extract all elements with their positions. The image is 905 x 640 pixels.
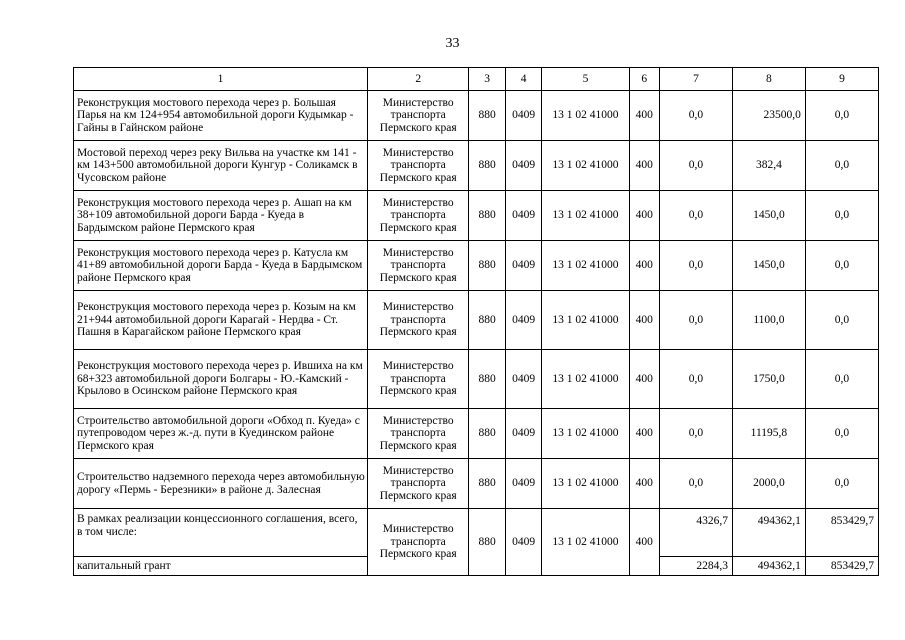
concession-amount-col7: 4326,7 xyxy=(659,509,732,557)
concession-col5: 13 1 02 41000 xyxy=(542,509,629,576)
amount-col7: 0,0 xyxy=(659,459,732,509)
grant-amount-col7: 2284,3 xyxy=(659,557,732,576)
table-row xyxy=(74,141,879,191)
table-row xyxy=(74,191,879,241)
table-row xyxy=(74,241,879,291)
code-col3: 880 xyxy=(469,191,505,241)
agency-name: Министерство транспорта Пермского края xyxy=(368,91,469,141)
agency-name: Министерство транспорта Пермского края xyxy=(368,291,469,350)
amount-col7: 0,0 xyxy=(659,291,732,350)
code-col6: 400 xyxy=(629,350,659,409)
amount-col8: 11195,8 xyxy=(732,409,805,459)
amount-col7: 0,0 xyxy=(659,409,732,459)
agency-name: Министерство транспорта Пермского края xyxy=(368,241,469,291)
table-row xyxy=(74,459,879,509)
header-cell-5: 5 xyxy=(542,68,629,91)
code-col4: 0409 xyxy=(505,141,541,191)
object-name: Реконструкция мостового перехода через р. Ившиха на км 68+323 автомобильной дороги Болгары - Ю.-Камский - Крылово в Осинском районе Пермского края xyxy=(74,350,368,409)
amount-col7: 0,0 xyxy=(659,191,732,241)
code-col3: 880 xyxy=(469,141,505,191)
code-col6: 400 xyxy=(629,291,659,350)
code-col6: 400 xyxy=(629,409,659,459)
amount-col7: 0,0 xyxy=(659,241,732,291)
concession-col6: 400 xyxy=(629,509,659,576)
grant-name: капитальный грант xyxy=(74,557,368,576)
code-col3: 880 xyxy=(469,409,505,459)
amount-col9: 0,0 xyxy=(805,459,878,509)
code-col3: 880 xyxy=(469,350,505,409)
table-row xyxy=(74,291,879,350)
code-col5: 13 1 02 41000 xyxy=(542,350,629,409)
header-cell-6: 6 xyxy=(629,68,659,91)
object-name: Строительство надземного перехода через автомобильную дорогу «Пермь - Березники» в районе д. Залесная xyxy=(74,459,368,509)
page-number: 33 xyxy=(445,36,460,51)
agency-name: Министерство транспорта Пермского края xyxy=(368,459,469,509)
amount-col9: 0,0 xyxy=(805,91,878,141)
code-col4: 0409 xyxy=(505,91,541,141)
code-col6: 400 xyxy=(629,91,659,141)
amount-col9: 0,0 xyxy=(805,191,878,241)
code-col3: 880 xyxy=(469,241,505,291)
code-col4: 0409 xyxy=(505,191,541,241)
header-cell-2: 2 xyxy=(368,68,469,91)
amount-col9: 0,0 xyxy=(805,241,878,291)
code-col4: 0409 xyxy=(505,291,541,350)
object-name: Реконструкция мостового перехода через р. Козым на км 21+944 автомобильной дороги Карагай - Нердва - Ст. Пашня в Карагайском районе Пермского края xyxy=(74,291,368,350)
amount-col8: 1100,0 xyxy=(732,291,805,350)
amount-col8: 1750,0 xyxy=(732,350,805,409)
amount-col8: 382,4 xyxy=(732,141,805,191)
object-name: Мостовой переход через реку Вильва на участке км 141 - км 143+500 автомобильной дороги Кунгур - Соликамск в Чусовском районе xyxy=(74,141,368,191)
amount-col9: 0,0 xyxy=(805,141,878,191)
code-col5: 13 1 02 41000 xyxy=(542,459,629,509)
code-col4: 0409 xyxy=(505,241,541,291)
code-col5: 13 1 02 41000 xyxy=(542,409,629,459)
concession-amount-col9: 853429,7 xyxy=(805,509,878,557)
code-col5: 13 1 02 41000 xyxy=(542,291,629,350)
header-cell-9: 9 xyxy=(805,68,878,91)
object-name: Строительство автомобильной дороги «Обход п. Куеда» с путепроводом через ж.-д. пути в Куединском районе Пермского края xyxy=(74,409,368,459)
amount-col8: 1450,0 xyxy=(732,191,805,241)
amount-col7: 0,0 xyxy=(659,350,732,409)
grant-amount-col8: 494362,1 xyxy=(732,557,805,576)
code-col5: 13 1 02 41000 xyxy=(542,191,629,241)
header-cell-4: 4 xyxy=(505,68,541,91)
agency-name: Министерство транспорта Пермского края xyxy=(368,141,469,191)
code-col6: 400 xyxy=(629,191,659,241)
amount-col9: 0,0 xyxy=(805,291,878,350)
object-name: Реконструкция мостового перехода через р. Ашап на км 38+109 автомобильной дороги Барда - Куеда в Бардымском районе Пермского края xyxy=(74,191,368,241)
amount-col7: 0,0 xyxy=(659,141,732,191)
agency-name: Министерство транспорта Пермского края xyxy=(368,191,469,241)
code-col3: 880 xyxy=(469,459,505,509)
table-row xyxy=(74,91,879,141)
code-col5: 13 1 02 41000 xyxy=(542,91,629,141)
code-col4: 0409 xyxy=(505,459,541,509)
code-col5: 13 1 02 41000 xyxy=(542,141,629,191)
amount-col7: 0,0 xyxy=(659,91,732,141)
table-row xyxy=(74,409,879,459)
header-cell-3: 3 xyxy=(469,68,505,91)
header-cell-7: 7 xyxy=(659,68,732,91)
code-col3: 880 xyxy=(469,291,505,350)
budget-table xyxy=(73,67,879,576)
concession-col3: 880 xyxy=(469,509,505,576)
code-col6: 400 xyxy=(629,141,659,191)
code-col4: 0409 xyxy=(505,350,541,409)
code-col6: 400 xyxy=(629,459,659,509)
concession-name: В рамках реализации концессионного соглашения, всего, в том числе: xyxy=(74,509,368,557)
amount-col8: 23500,0 xyxy=(732,91,805,141)
amount-col8: 1450,0 xyxy=(732,241,805,291)
concession-agency: Министерство транспорта Пермского края xyxy=(368,509,469,576)
amount-col8: 2000,0 xyxy=(732,459,805,509)
table-row xyxy=(74,350,879,409)
object-name: Реконструкция мостового перехода через р. Большая Парья на км 124+954 автомобильной дороги Кудымкар - Гайны в Гайнском районе xyxy=(74,91,368,141)
agency-name: Министерство транспорта Пермского края xyxy=(368,409,469,459)
amount-col9: 0,0 xyxy=(805,409,878,459)
header-cell-1: 1 xyxy=(74,68,368,91)
header-row xyxy=(74,68,879,91)
grant-amount-col9: 853429,7 xyxy=(805,557,878,576)
agency-name: Министерство транспорта Пермского края xyxy=(368,350,469,409)
concession-col4: 0409 xyxy=(505,509,541,576)
code-col6: 400 xyxy=(629,241,659,291)
object-name: Реконструкция мостового перехода через р. Катусла км 41+89 автомобильной дороги Барда - Куеда в Бардымском районе Пермского края xyxy=(74,241,368,291)
code-col4: 0409 xyxy=(505,409,541,459)
concession-amount-col8: 494362,1 xyxy=(732,509,805,557)
amount-col9: 0,0 xyxy=(805,350,878,409)
code-col3: 880 xyxy=(469,91,505,141)
concession-total-row xyxy=(74,509,879,557)
header-cell-8: 8 xyxy=(732,68,805,91)
code-col5: 13 1 02 41000 xyxy=(542,241,629,291)
